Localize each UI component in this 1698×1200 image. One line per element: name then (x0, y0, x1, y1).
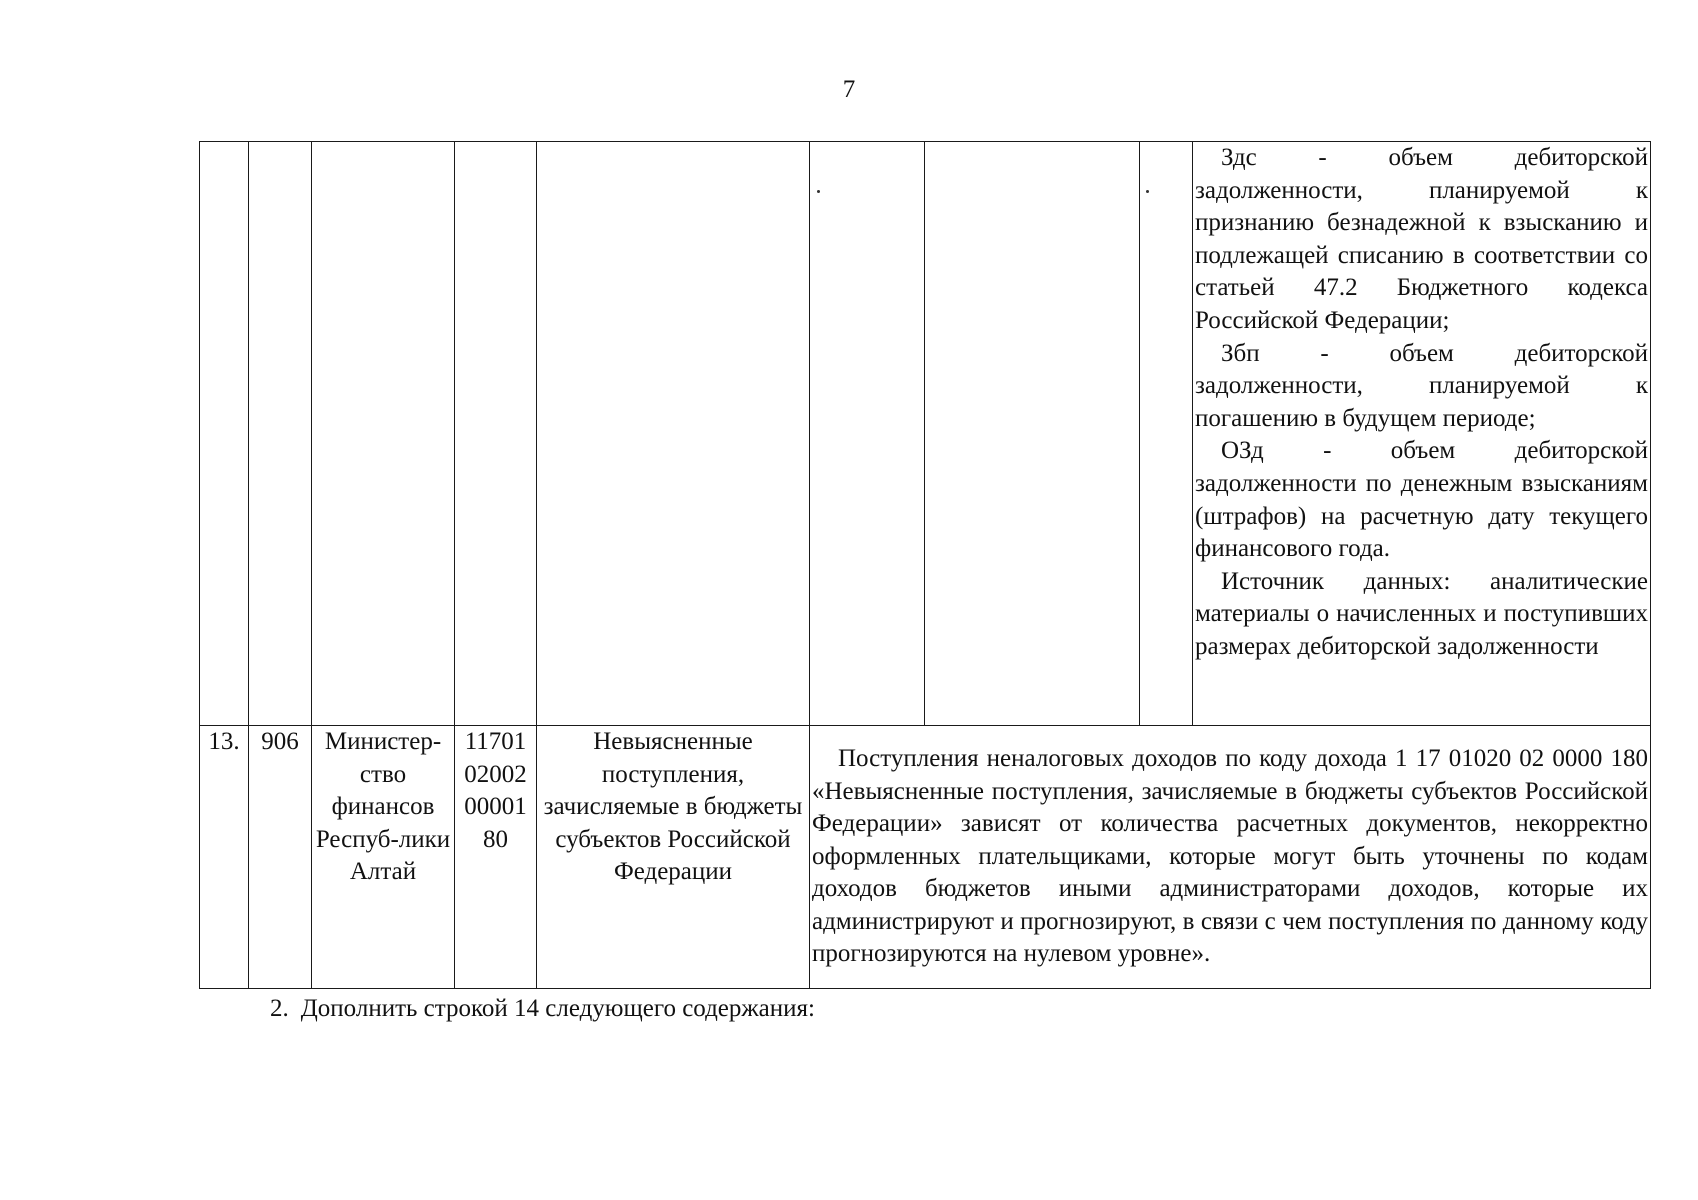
cell-empty (312, 142, 455, 726)
data-source-description: Источник данных: аналитические материалы о начисленных и поступивших размерах дебиторской задолженности (1195, 567, 1648, 660)
amendment-note (270, 993, 815, 1025)
cell-empty (810, 142, 925, 726)
cell-empty (455, 142, 537, 726)
note-number: 2. (270, 995, 289, 1022)
page-number: 7 (842, 76, 856, 103)
cell-empty (537, 142, 810, 726)
note-text: Дополнить строкой 14 следующего содержания: (300, 995, 815, 1022)
forecast-method (810, 726, 1651, 989)
revenue-forecast-table (199, 141, 1651, 989)
cell-empty (249, 142, 312, 726)
formula-variables-description (1193, 142, 1651, 726)
budget-classification-code: 11701 02002 00001 80 (455, 726, 537, 989)
variable-zbp-description: Збп - объем дебиторской задолженности, планируемой к погашению в будущем периоде; (1195, 339, 1648, 432)
scan-dot (1146, 190, 1149, 193)
admin-name: Министер-ство финансов Респуб-лики Алтай (312, 726, 455, 989)
variable-ozd-description: ОЗд - объем дебиторской задолженности по денежным взысканиям (штрафов) на расчетную дату текущего финансового года. (1195, 437, 1648, 563)
income-name: Невыясненные поступления, зачисляемые в бюджеты субъектов Российской Федерации (537, 726, 810, 989)
cell-empty (1140, 142, 1193, 726)
cell-empty (925, 142, 1140, 726)
scan-dot (817, 190, 820, 193)
variable-zds-description: Здс - объем дебиторской задолженности, планируемой к признанию безнадежной к взысканию и подлежащей списанию в соответствии со статьей 47.2 Бюджетного кодекса Российской Федерации; (1195, 144, 1648, 334)
table-row-formula-continuation (200, 142, 1651, 726)
admin-code: 906 (249, 726, 312, 989)
row-number: 13. (200, 726, 249, 989)
forecast-method-text: Поступления неналоговых доходов по коду дохода 1 17 01020 02 0000 180 «Невыясненные поступления, зачисляемые в бюджеты субъектов Российской Федерации» зависят от количества расчетных документов, некорректно оформленных плательщиками, которые могут быть уточнены по кодам доходов бюджетов иными администраторами доходов, которые их администрируют и прогнозируют, в связи с чем поступления по данному коду прогнозируются на нулевом уровне». (812, 744, 1648, 968)
cell-empty (200, 142, 249, 726)
table-row-13 (200, 726, 1651, 989)
